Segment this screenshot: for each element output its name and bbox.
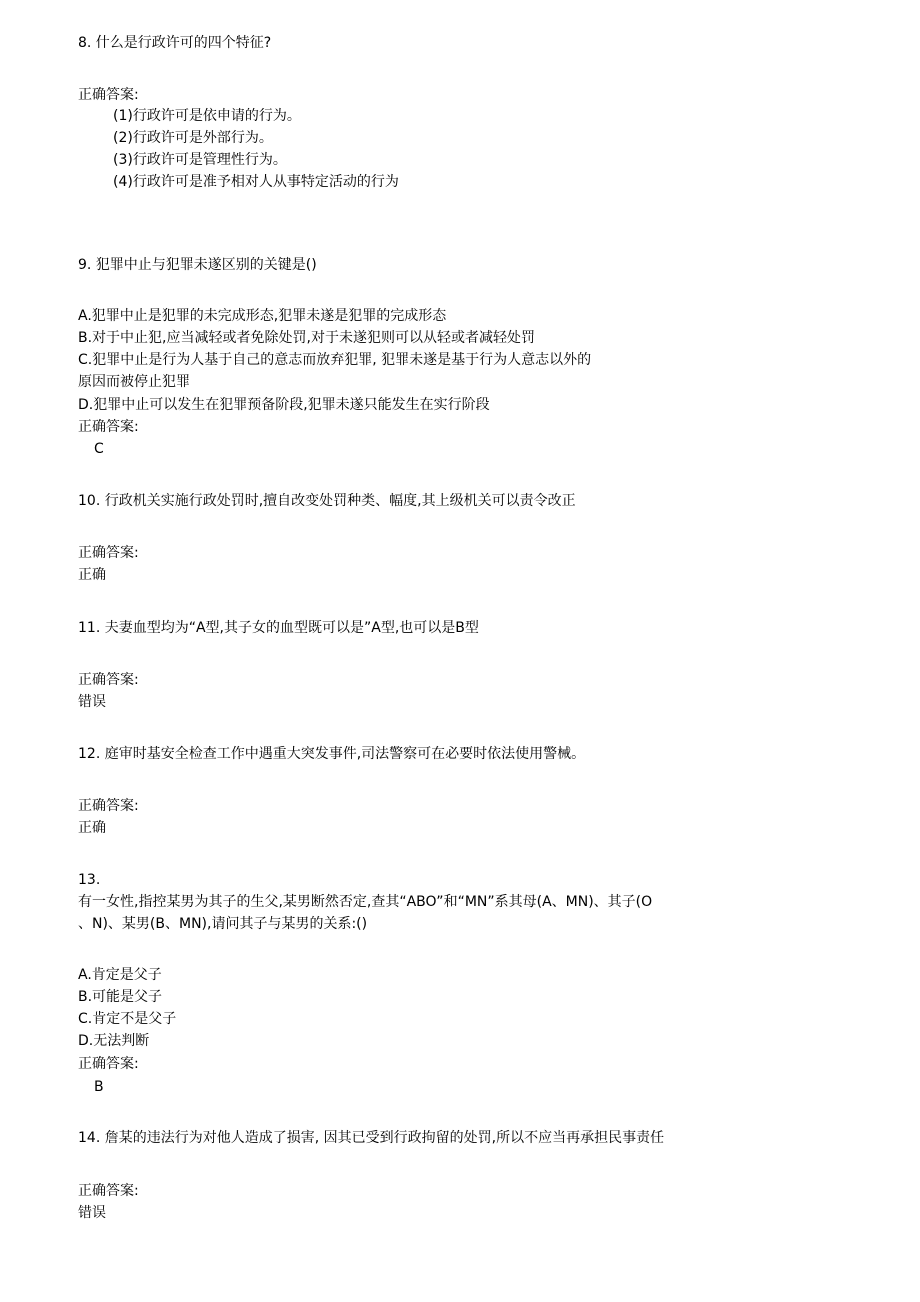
question-8-answer-label: 正确答案:: [78, 87, 139, 103]
question-8-answer-line-2: (2)行政许可是外部行为。: [113, 130, 273, 146]
question-9-option-b: B.对于中止犯,应当减轻或者免除处罚,对于未遂犯则可以从轻或者减轻处罚: [78, 330, 535, 346]
question-13-option-a: A.肯定是父子: [78, 967, 162, 983]
question-13-stem-line-1: 有一女性,指控某男为其子的生父,某男断然否定,查其“ABO”和“MN”系其母(A、MN)、其子(O: [78, 894, 653, 910]
question-8-answer-line-4: (4)行政许可是准予相对人从事特定活动的行为: [113, 174, 399, 190]
question-11-stem: 11. 夫妻血型均为“A型,其子女的血型既可以是”A型,也可以是B型: [78, 620, 479, 636]
question-13-stem-line-2: 、N)、某男(B、MN),请问其子与某男的关系:(): [78, 916, 368, 932]
question-14-stem: 14. 詹某的违法行为对他人造成了损害, 因其已受到行政拘留的处罚,所以不应当再承担民事责任: [78, 1130, 665, 1146]
question-9-option-a: A.犯罪中止是犯罪的未完成形态,犯罪未遂是犯罪的完成形态: [78, 308, 447, 324]
question-13-option-b: B.可能是父子: [78, 989, 163, 1005]
question-13-answer-label: 正确答案:: [78, 1056, 139, 1072]
question-13-option-c: C.肯定不是父子: [78, 1011, 177, 1027]
question-11-answer: 错误: [78, 694, 106, 710]
question-9-answer-label: 正确答案:: [78, 419, 139, 435]
question-13-option-d: D.无法判断: [78, 1033, 150, 1049]
question-13-number: 13.: [78, 872, 101, 888]
question-8-answer-line-1: (1)行政许可是依申请的行为。: [113, 108, 301, 124]
question-12-answer-label: 正确答案:: [78, 798, 139, 814]
question-14-answer-label: 正确答案:: [78, 1183, 139, 1199]
question-10-stem: 10. 行政机关实施行政处罚时,擅自改变处罚种类、幅度,其上级机关可以责令改正: [78, 493, 576, 509]
question-12-stem: 12. 庭审时基安全检查工作中遇重大突发事件,司法警察可在必要时依法使用警械。: [78, 746, 586, 762]
question-9-option-d: D.犯罪中止可以发生在犯罪预备阶段,犯罪未遂只能发生在实行阶段: [78, 397, 490, 413]
question-11-answer-label: 正确答案:: [78, 672, 139, 688]
question-9-answer: C: [94, 441, 104, 457]
question-10-answer: 正确: [78, 567, 106, 583]
question-9-option-c-continued: 原因而被停止犯罪: [78, 374, 190, 390]
question-14-answer: 错误: [78, 1205, 106, 1221]
question-8-stem: 8. 什么是行政许可的四个特征?: [78, 35, 272, 51]
question-13-answer: B: [94, 1079, 104, 1095]
question-10-answer-label: 正确答案:: [78, 545, 139, 561]
question-8-answer-line-3: (3)行政许可是管理性行为。: [113, 152, 287, 168]
question-9-stem: 9. 犯罪中止与犯罪未遂区别的关键是(): [78, 257, 317, 273]
question-9-option-c: C.犯罪中止是行为人基于自己的意志而放弃犯罪, 犯罪未遂是基于行为人意志以外的: [78, 352, 592, 368]
question-12-answer: 正确: [78, 820, 106, 836]
